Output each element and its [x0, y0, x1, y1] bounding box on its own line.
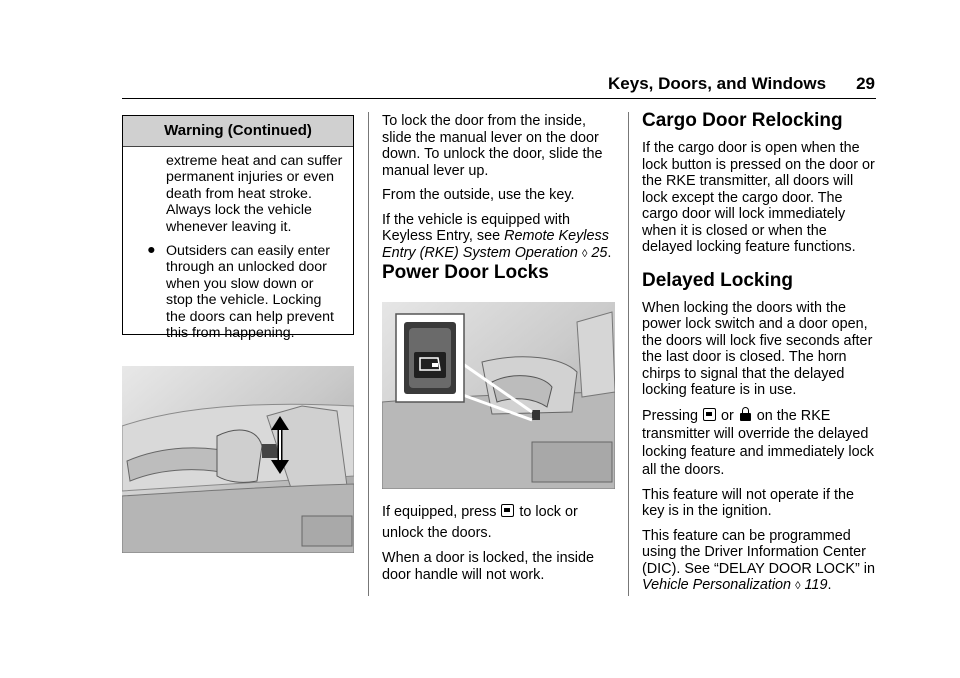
rke-lock-pre: If equipped, press: [382, 504, 501, 520]
warning-title: Warning (Continued): [123, 116, 353, 147]
outside-key-text: From the outside, use the key.: [382, 187, 575, 203]
personalization-page-ref[interactable]: 119: [804, 577, 828, 593]
rke-lock-text: [382, 502, 617, 544]
warning-bullet-text: Outsiders can easily enter through an unlocked door when you slow down or stop the vehicle. Locking the doors can help prevent this from happening.: [166, 243, 334, 342]
right-column: [642, 110, 880, 603]
door-handle-text: When a door is locked, the inside door handle will not work.: [382, 550, 594, 583]
power-lock-switch-illustration: [382, 302, 615, 489]
override-post: on the RKE transmitter will override the delayed locking feature and immediately lock all the doors.: [642, 407, 874, 478]
programming-pre: This feature can be programmed using the Driver Information Center (DIC). See “DELAY DOOR LOCK” in: [642, 527, 875, 577]
header-rule: [122, 98, 876, 99]
programming-post: .: [827, 577, 832, 593]
page-header: [608, 74, 875, 94]
page-ref-symbol: ◊: [581, 247, 588, 260]
programming-text: [642, 528, 880, 595]
warning-box: [122, 115, 354, 342]
ignition-text: This feature will not operate if the key is in the ignition.: [642, 486, 854, 519]
warning-bullet-item: [147, 242, 343, 342]
rke-link[interactable]: Remote Keyless Entry (RKE) System Operation: [382, 228, 609, 261]
cargo-door-text: If the cargo door is open when the lock button is pressed on the door or the RKE transmitter, all doors will lock except the cargo door. The cargo door will lock immediately when it is closed or when the delayed locking feature functions.: [642, 140, 875, 255]
override-or: or: [717, 407, 738, 424]
section-title: Keys, Doors, and Windows: [608, 74, 827, 93]
rke-lock-post: to lock or unlock the doors.: [382, 504, 578, 541]
door-lever-illustration: [122, 366, 354, 553]
delayed-locking-heading: Delayed Locking: [642, 269, 793, 291]
middle-column: [382, 113, 617, 270]
bullet-mark: ●: [147, 242, 156, 259]
column-divider-left: [368, 112, 369, 596]
power-door-locks-heading: Power Door Locks: [382, 262, 549, 283]
page-number: 29: [856, 74, 875, 93]
column-divider-right: [628, 112, 629, 596]
override-text: [642, 407, 880, 479]
rke-page-ref[interactable]: 25: [591, 244, 608, 261]
rke-lock-button-icon: [703, 408, 716, 421]
keyless-entry-text: [382, 212, 617, 263]
delayed-locking-text: When locking the doors with the power lock switch and a door open, the doors will lock five seconds after the last door is closed. The horn chirps to signal that the delayed locking feature is in use.: [642, 299, 873, 398]
warning-continuation: extreme heat and can suffer permanent injuries or even death from heat stroke. Always lock the vehicle whenever leaving it.: [166, 153, 343, 235]
override-pre: Pressing: [642, 407, 702, 424]
unlock-button-icon: [740, 413, 751, 421]
cargo-door-relocking-heading: Cargo Door Relocking: [642, 110, 843, 131]
rke-lock-button-icon: [501, 504, 514, 517]
page-ref-symbol: ◊: [795, 580, 801, 592]
middle-column-lower: [382, 502, 617, 591]
manual-lock-text: To lock the door from the inside, slide the manual lever on the door down. To unlock the door, slide the manual lever up.: [382, 113, 603, 179]
keyless-entry-pre: If the vehicle is equipped with Keyless Entry, see: [382, 211, 570, 244]
vehicle-personalization-link[interactable]: Vehicle Personalization: [642, 577, 792, 593]
keyless-entry-post: .: [607, 244, 612, 261]
